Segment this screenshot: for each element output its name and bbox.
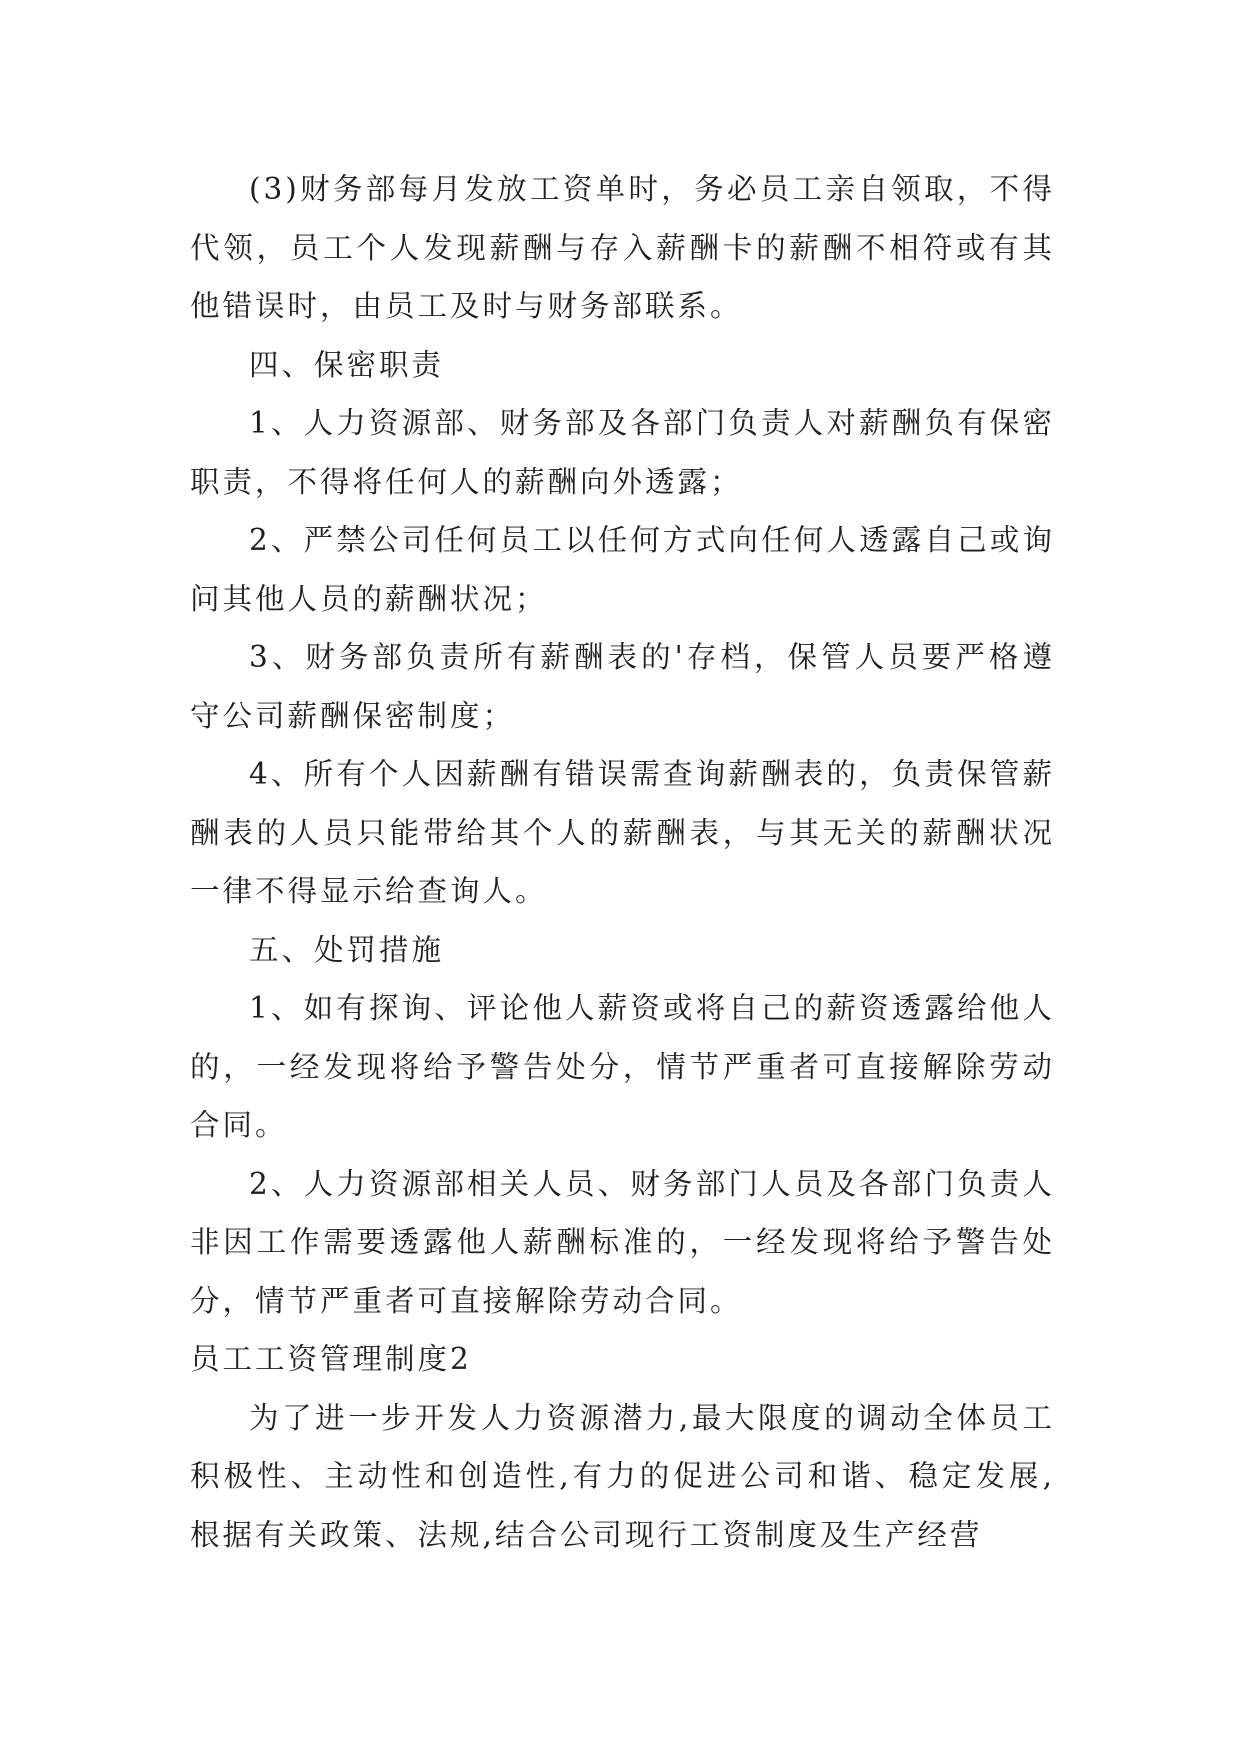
document-body [190, 160, 1055, 1564]
paragraph-intro-2: 为了进一步开发人力资源潜力,最大限度的调动全体员工积极性、主动性和创造性,有力的促进公司和谐、稳定发展,根据有关政策、法规,结合公司现行工资制度及生产经营 [190, 1400, 1055, 1552]
paragraph-penalty-1: 1、如有探询、评论他人薪资或将自己的薪资透露给他人的，一经发现将给予警告处分，情节严重者可直接解除劳动合同。 [190, 991, 1055, 1142]
paragraph-confidentiality-4: 4、所有个人因薪酬有错误需查询薪酬表的，负责保管薪酬表的人员只能带给其个人的薪酬表，与其无关的薪酬状况一律不得显示给查询人。 [190, 757, 1055, 908]
paragraph-confidentiality-2: 2、严禁公司任何员工以任何方式向任何人透露自己或询问其他人员的薪酬状况； [190, 523, 1055, 616]
paragraph-penalty-2: 2、人力资源部相关人员、财务部门人员及各部门负责人非因工作需要透露他人薪酬标准的，一经发现将给予警告处分，情节严重者可直接解除劳动合同。 [190, 1166, 1055, 1318]
paragraph-payslip-collection: (3)财务部每月发放工资单时，务必员工亲自领取，不得代领，员工个人发现薪酬与存入薪酬卡的薪酬不相符或有其他错误时，由员工及时与财务部联系。 [190, 172, 1055, 323]
paragraph-confidentiality-3: 3、财务部负责所有薪酬表的'存档，保管人员要严格遵守公司薪酬保密制度； [190, 640, 1055, 733]
document-title-2: 员工工资管理制度2 [190, 1342, 472, 1376]
section-heading-penalties: 五、处罚措施 [249, 932, 445, 967]
section-heading-confidentiality: 四、保密职责 [249, 347, 445, 382]
paragraph-confidentiality-1: 1、人力资源部、财务部及各部门负责人对薪酬负有保密职责，不得将任何人的薪酬向外透露； [190, 406, 1055, 499]
